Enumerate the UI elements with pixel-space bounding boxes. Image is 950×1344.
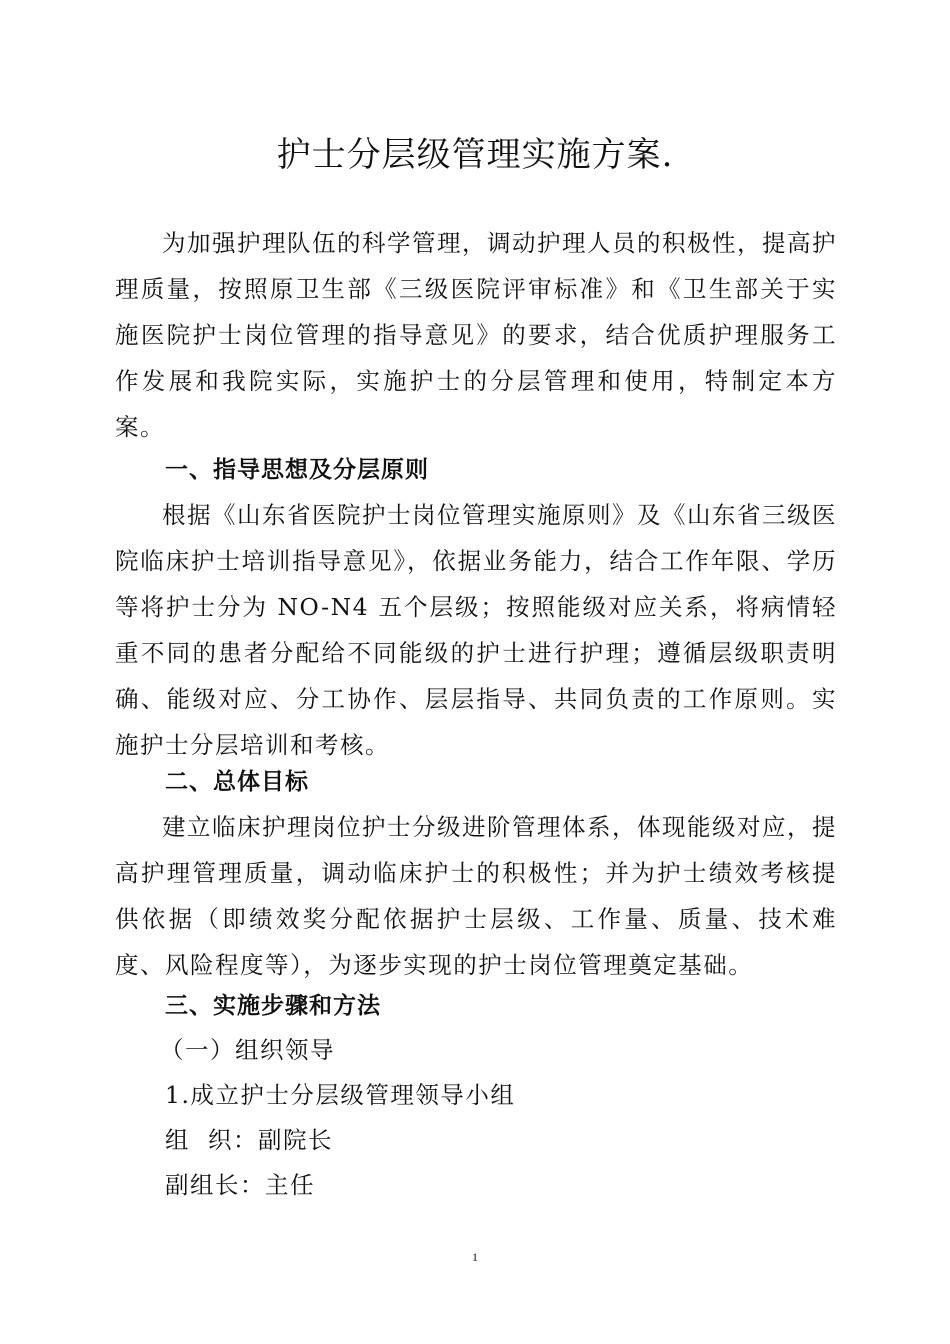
group-leader-line: 组 织：副院长 [165,1126,333,1154]
section-1-heading: 一、指导思想及分层原则 [165,457,429,483]
section-3-item-1: 1.成立护士分层级管理领导小组 [165,1081,516,1109]
section-3-heading: 三、实施步骤和方法 [165,993,381,1019]
section-2-heading: 二、总体目标 [165,769,309,795]
section-1-paragraph: 根据《山东省医院护士岗位管理实施原则》及《山东省三级医院临床护士培训指导意见》，依据业务能力，结合工作年限、学历等将护士分为 NO-N4 五个层级；按照能级对应关系，将病情轻重不同的患者分配给不同能级的护士进行护理；遵循层级职责明确、能级对应、分工协作、层层指导、共同负责的工作原则。实施护士分层培训和考核。 [115,501,837,759]
intro-paragraph-block [115,220,837,450]
section-2-paragraph: 建立临床护理岗位护士分级进阶管理体系，体现能级对应，提高护理管理质量，调动临床护士的积极性；并为护士绩效考核提供依据（即绩效奖分配依据护士层级、工作量、质量、技术难度、风险程度等），为逐步实现的护士岗位管理奠定基础。 [115,813,837,979]
intro-paragraph: 为加强护理队伍的科学管理，调动护理人员的积极性，提高护理质量，按照原卫生部《三级医院评审标准》和《卫生部关于实施医院护士岗位管理的指导意见》的要求，结合优质护理服务工作发展和我院实际，实施护士的分层管理和使用，特制定本方案。 [115,229,837,441]
document-title: 护士分层级管理实施方案. [276,135,674,175]
section-1-block [115,492,837,768]
deputy-leader-line: 副组长：主任 [165,1171,315,1199]
page-number: 1 [472,1250,478,1264]
section-3-subheading: （一）组织领导 [160,1036,335,1064]
section-2-block [115,804,837,988]
